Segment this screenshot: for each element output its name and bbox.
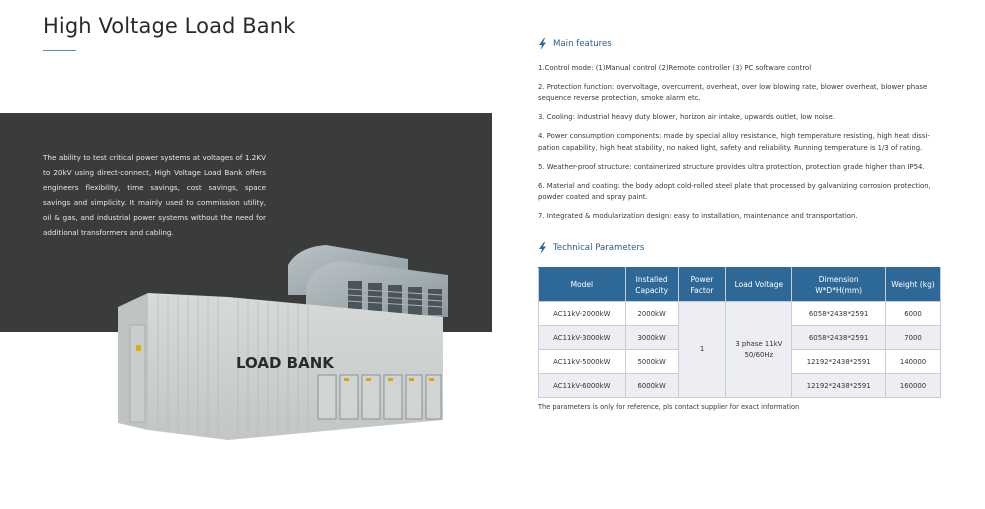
feature-item: 5. Weather-proof structure: containerized structure provides ultra protection, protection grade higher than IP54. (538, 162, 925, 171)
column-header-capacity: Installed Capacity (625, 268, 678, 302)
feature-item: 4. Power consumption components: made by special alloy resistance, high temperature resisting, high heat dissi-pation capability, high heat stability, no naked light, safety and reliability. Running temperature is 1/3 of rating. (538, 132, 930, 152)
column-header-weight: Weight (kg) (886, 268, 941, 302)
load-voltage-line2: 50/60Hz (744, 350, 774, 359)
table-row (539, 302, 941, 326)
feature-item: 3. Cooling: industrial heavy duty blower, horizon air intake, upwards outlet, low noise. (538, 113, 835, 122)
feature-item: 1.Control mode: (1)Manual control (2)Remote controller (3) PC software control (538, 64, 812, 72)
technical-parameters-table (538, 267, 941, 398)
load-bank-label: LOAD BANK (236, 354, 334, 372)
cell-model: AC11kV-3000kW (539, 326, 626, 350)
technical-parameters-heading (538, 242, 644, 254)
feature-item: 7. Integrated & modularization design: easy to installation, maintenance and transportation. (538, 212, 858, 221)
lightning-bolt-icon (538, 242, 547, 254)
cell-dimension: 12192*2438*2591 (792, 350, 886, 374)
cell-capacity: 3000kW (625, 326, 678, 350)
cell-load-voltage (726, 302, 792, 398)
page-title: High Voltage Load Bank (43, 14, 296, 38)
feature-item: 6. Material and coating: the body adopt cold-rolled steel plate that processed by galvanizing corrosion protection, powder coated and spray paint. (538, 181, 931, 202)
cell-weight: 7000 (886, 326, 941, 350)
cell-dimension: 12192*2438*2591 (792, 374, 886, 398)
title-underline (43, 50, 76, 51)
cell-weight: 140000 (886, 350, 941, 374)
cell-weight: 160000 (886, 374, 941, 398)
technical-parameters-title: Technical Parameters (553, 243, 645, 253)
cell-model: AC11kV-5000kW (539, 350, 626, 374)
intro-text: The ability to test critical power systems at voltages of 1.2KV to 20kV using direct-connect, High Voltage Load Bank offers engineers flexibility, time savings, cost savings, space savings and simplicity. It mainly used to commission utility, oil & gas, and industrial power systems without the need for additional transformers and cabling. (43, 153, 266, 237)
cell-capacity: 2000kW (625, 302, 678, 326)
cell-model: AC11kV-2000kW (539, 302, 626, 326)
main-features-heading (538, 38, 612, 50)
main-features-title: Main features (553, 39, 612, 49)
cell-dimension: 6058*2438*2591 (792, 326, 886, 350)
features-list (538, 63, 942, 230)
column-header-model: Model (539, 268, 626, 302)
column-header-power-factor: Power Factor (678, 268, 726, 302)
cell-dimension: 6058*2438*2591 (792, 302, 886, 326)
feature-item: 2. Protection function: overvoltage, overcurrent, overheat, over low blowing rate, blower overheat, blower phase sequence reverse protection, smoke alarm etc. (538, 82, 928, 103)
cell-capacity: 5000kW (625, 350, 678, 374)
cell-model: AC11kV-6000kW (539, 374, 626, 398)
cell-weight: 6000 (886, 302, 941, 326)
load-bank-image (118, 245, 463, 440)
column-header-dimension: Dimension W*D*H(mm) (792, 268, 886, 302)
table-header-row (539, 268, 941, 302)
cell-power-factor: 1 (678, 302, 726, 398)
lightning-bolt-icon (538, 38, 547, 50)
column-header-load-voltage: Load Voltage (726, 268, 792, 302)
load-voltage-line1: 3 phase 11kV (735, 339, 783, 348)
cell-capacity: 6000kW (625, 374, 678, 398)
parameters-note: The parameters is only for reference, pls contact supplier for exact information (538, 403, 800, 411)
